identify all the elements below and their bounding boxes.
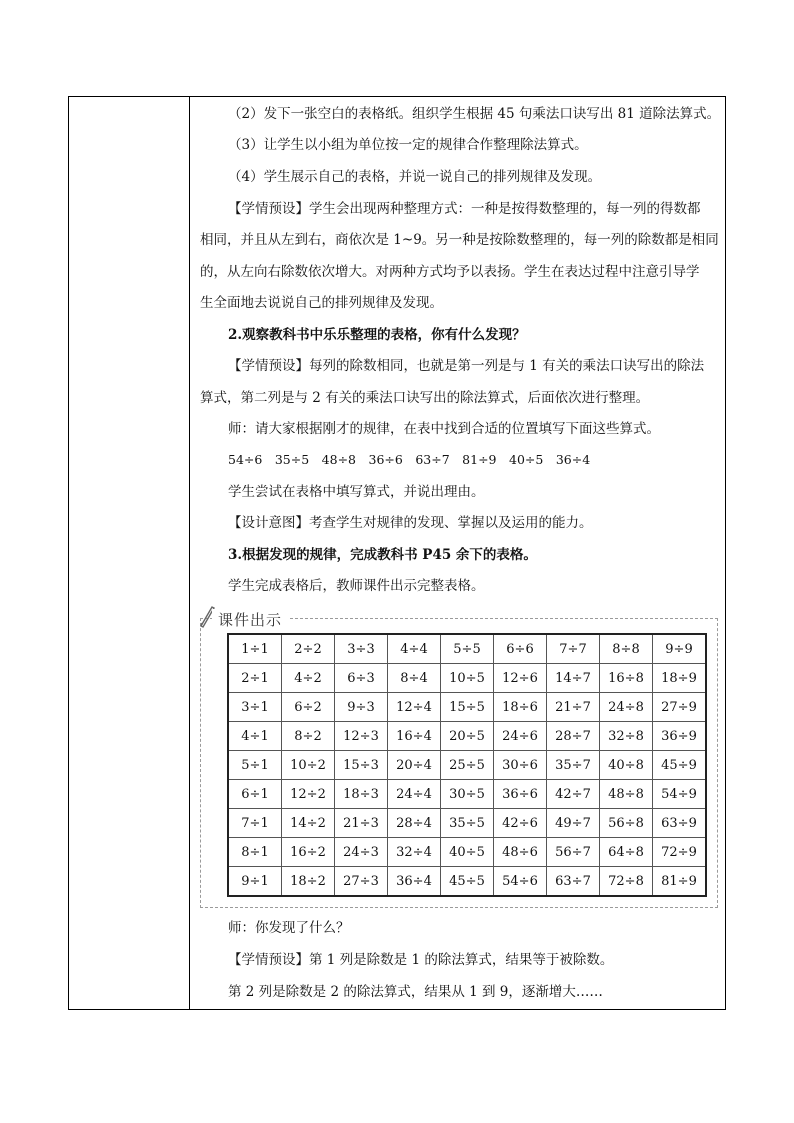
table-cell: 8÷2: [282, 722, 335, 751]
table-cell: 30÷5: [441, 780, 494, 809]
table-cell: 48÷6: [494, 838, 547, 867]
left-column: [69, 97, 190, 1009]
table-cell: 24÷8: [600, 693, 653, 722]
table-cell: 28÷7: [547, 722, 600, 751]
table-cell: 21÷3: [335, 809, 388, 838]
table-cell: 1÷1: [228, 634, 282, 664]
table-cell: 10÷5: [441, 664, 494, 693]
table-row: [228, 867, 706, 897]
table-cell: 27÷3: [335, 867, 388, 897]
table-cell: 25÷5: [441, 751, 494, 780]
table-cell: 10÷2: [282, 751, 335, 780]
paragraph-preset-2-line-2: 算式，第二列是与 2 有关的乘法口诀写出的除法算式，后面依次进行整理。: [200, 390, 650, 406]
table-cell: 16÷4: [388, 722, 441, 751]
table-cell: 14÷2: [282, 809, 335, 838]
paragraph-step-3: （3）让学生以小组为单位按一定的规律合作整理除法算式。: [228, 137, 588, 153]
table-cell: 6÷6: [494, 634, 547, 664]
paragraph-preset-2-line-1: 【学情预设】每列的除数相同，也就是第一列是与 1 有关的乘法口诀写出的除法: [228, 358, 705, 374]
table-cell: 28÷4: [388, 809, 441, 838]
table-cell: 42÷6: [494, 809, 547, 838]
table-cell: 63÷7: [547, 867, 600, 897]
table-cell: 8÷8: [600, 634, 653, 664]
table-cell: 63÷9: [653, 809, 707, 838]
table-cell: 16÷2: [282, 838, 335, 867]
table-cell: 18÷9: [653, 664, 707, 693]
table-cell: 4÷2: [282, 664, 335, 693]
paragraph-preset-1-line-1: 【学情预设】学生会出现两种整理方式：一种是按得数整理的，每一列的得数都: [228, 201, 701, 217]
paragraph-step-4: （4）学生展示自己的表格，并说一说自己的排列规律及发现。: [228, 169, 602, 185]
table-cell: 3÷3: [335, 634, 388, 664]
table-cell: 48÷8: [600, 780, 653, 809]
table-row: [228, 722, 706, 751]
table-cell: 35÷7: [547, 751, 600, 780]
paragraph-teacher-instruction: 师：请大家根据刚才的规律，在表中找到合适的位置填写下面这些算式。: [228, 421, 660, 437]
table-row: [228, 634, 706, 664]
paragraph-teacher-question: 师：你发现了什么？: [228, 920, 350, 936]
table-cell: 5÷1: [228, 751, 282, 780]
table-cell: 20÷4: [388, 751, 441, 780]
paragraph-preset-1-line-3: 的，从左向右除数依次增大。对两种方式均予以表扬。学生在表达过程中注意引导学: [200, 264, 700, 280]
table-cell: 36÷9: [653, 722, 707, 751]
table-row: [228, 664, 706, 693]
table-cell: 49÷7: [547, 809, 600, 838]
table-cell: 64÷8: [600, 838, 653, 867]
division-expressions-list: 54÷6 35÷5 48÷8 36÷6 63÷7 81÷9 40÷5 36÷4: [228, 452, 591, 467]
table-cell: 2÷1: [228, 664, 282, 693]
division-table: [227, 633, 707, 897]
table-row: [228, 809, 706, 838]
table-cell: 4÷4: [388, 634, 441, 664]
table-cell: 20÷5: [441, 722, 494, 751]
table-row: [228, 780, 706, 809]
table-cell: 2÷2: [282, 634, 335, 664]
table-cell: 6÷1: [228, 780, 282, 809]
table-row: [228, 693, 706, 722]
table-cell: 9÷1: [228, 867, 282, 897]
table-cell: 4÷1: [228, 722, 282, 751]
table-cell: 36÷4: [388, 867, 441, 897]
table-cell: 9÷9: [653, 634, 707, 664]
table-cell: 5÷5: [441, 634, 494, 664]
paragraph-complete-table: 学生完成表格后，教师课件出示完整表格。: [228, 578, 485, 594]
table-cell: 72÷8: [600, 867, 653, 897]
paragraph-design-intent: 【设计意图】考查学生对规律的发现、掌握以及运用的能力。: [228, 515, 593, 531]
table-cell: 7÷7: [547, 634, 600, 664]
paragraph-preset-1-line-2: 相同，并且从左到右，商依次是 1~9。另一种是按除数整理的，每一列的除数都是相同: [200, 232, 719, 248]
table-cell: 15÷3: [335, 751, 388, 780]
table-cell: 18÷2: [282, 867, 335, 897]
table-cell: 12÷3: [335, 722, 388, 751]
table-cell: 8÷1: [228, 838, 282, 867]
table-cell: 14÷7: [547, 664, 600, 693]
table-cell: 9÷3: [335, 693, 388, 722]
table-cell: 16÷8: [600, 664, 653, 693]
table-cell: 18÷3: [335, 780, 388, 809]
table-cell: 15÷5: [441, 693, 494, 722]
table-cell: 54÷6: [494, 867, 547, 897]
panel-title: 课件出示: [212, 609, 288, 630]
table-cell: 42÷7: [547, 780, 600, 809]
table-cell: 12÷6: [494, 664, 547, 693]
paragraph-preset-3-line-1: 【学情预设】第 1 列是除数是 1 的除法算式，结果等于被除数。: [228, 952, 614, 968]
table-cell: 24÷4: [388, 780, 441, 809]
section-heading-2: 2.观察教科书中乐乐整理的表格，你有什么发现？: [228, 327, 526, 343]
table-cell: 32÷8: [600, 722, 653, 751]
table-cell: 18÷6: [494, 693, 547, 722]
table-cell: 56÷7: [547, 838, 600, 867]
table-cell: 72÷9: [653, 838, 707, 867]
table-cell: 8÷4: [388, 664, 441, 693]
table-cell: 27÷9: [653, 693, 707, 722]
table-cell: 12÷2: [282, 780, 335, 809]
table-row: [228, 838, 706, 867]
table-cell: 21÷7: [547, 693, 600, 722]
table-cell: 45÷5: [441, 867, 494, 897]
table-row: [228, 751, 706, 780]
table-cell: 54÷9: [653, 780, 707, 809]
table-cell: 56÷8: [600, 809, 653, 838]
paragraph-student-try: 学生尝试在表格中填写算式，并说出理由。: [228, 484, 485, 500]
table-cell: 24÷6: [494, 722, 547, 751]
section-heading-3: 3.根据发现的规律，完成教科书 P45 余下的表格。: [228, 547, 537, 563]
table-cell: 6÷2: [282, 693, 335, 722]
table-cell: 32÷4: [388, 838, 441, 867]
paragraph-preset-3-line-2: 第 2 列是除数是 2 的除法算式，结果从 1 到 9，逐渐增大……: [228, 984, 603, 1000]
table-cell: 7÷1: [228, 809, 282, 838]
paragraph-preset-1-line-4: 生全面地去说说自己的排列规律及发现。: [200, 295, 443, 311]
table-cell: 35÷5: [441, 809, 494, 838]
table-cell: 36÷6: [494, 780, 547, 809]
table-cell: 24÷3: [335, 838, 388, 867]
table-cell: 40÷8: [600, 751, 653, 780]
table-cell: 45÷9: [653, 751, 707, 780]
table-cell: 40÷5: [441, 838, 494, 867]
paragraph-step-2: （2）发下一张空白的表格纸。组织学生根据 45 句乘法口诀写出 81 道除法算式。: [228, 106, 721, 122]
table-cell: 3÷1: [228, 693, 282, 722]
table-cell: 81÷9: [653, 867, 707, 897]
table-cell: 12÷4: [388, 693, 441, 722]
table-cell: 6÷3: [335, 664, 388, 693]
table-cell: 30÷6: [494, 751, 547, 780]
